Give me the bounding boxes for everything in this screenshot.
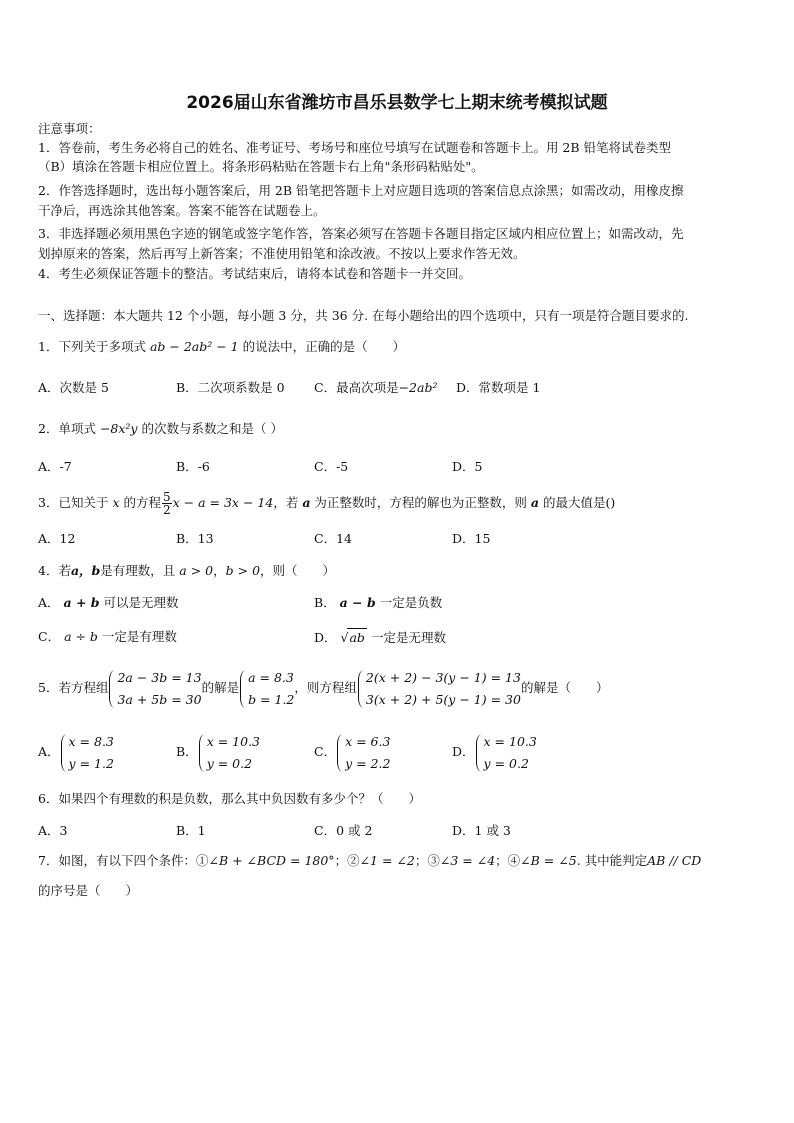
q4-stem-mid: 是有理数，且 [100,563,176,578]
q7-condition-2: ∠1 = ∠2 [359,853,415,868]
q4-vars: a，b [70,563,101,578]
q7-condition-1: ∠B + ∠BCD = 180° [208,853,335,868]
q5-option-d-label: D． [452,744,475,759]
sqrt-icon: √ [340,630,349,645]
q2-stem-pre: 2．单项式 [38,421,96,436]
q5-system-1-row2: 3a + 5b = 30 [117,691,202,707]
q5-system-3-row2: 3(x + 2) + 5(y − 1) = 30 [365,691,521,707]
q4-option-c-expr: a ÷ b [64,629,98,644]
question-7-line2: 的序号是（ ） [38,883,139,898]
q2-option-a[interactable]: A．-7 [38,459,72,474]
q5-option-a[interactable] [38,728,114,776]
q5-stem-mid2: ，则方程组 [294,680,357,695]
q3-var-x: x [112,495,120,510]
q5-option-a-row2: y = 1.2 [68,755,114,771]
q5-system-1 [108,667,201,711]
q7-condition-3: ∠3 = ∠4 [439,853,496,868]
q5-stem-mid1: 的解是 [201,680,240,695]
q4-option-c-text: 一定是有理数 [101,629,177,644]
q7-sep-2: ；③ [414,853,440,868]
question-4: 4．若a，b是有理数，且 a > 0，b > 0，则（ ） [38,563,336,578]
q4-option-d-label: D． [314,630,337,645]
q4-cond-b: b > 0 [225,563,261,578]
q5-system-2-row2: b = 1.2 [248,691,295,707]
q4-option-a[interactable] [38,594,179,612]
q5-system-3-row1: 2(x + 2) − 3(y − 1) = 13 [365,669,521,685]
q2-option-b[interactable]: B．-6 [176,459,210,474]
notice-line: 2．作答选择题时，选出每小题答案后，用 2B 铅笔把答题卡上对应题目选项的答案信息点涂黑；如需改动，用橡皮擦 [38,183,684,198]
q3-expression: x − a = 3x − 14 [172,495,274,510]
q5-option-c-row1: x = 6.3 [345,733,391,749]
q1-option-c[interactable] [314,379,437,397]
question-7 [38,852,701,870]
q7-sep-1: ；② [334,853,360,868]
q3-option-b[interactable]: B．13 [176,531,214,546]
q5-option-d-row2: y = 0.2 [483,755,529,771]
q1-option-d[interactable]: D．常数项是 1 [456,380,541,395]
q1-option-b[interactable]: B．二次项系数是 0 [176,380,285,395]
q4-option-d[interactable] [314,628,446,647]
question-6: 6．如果四个有理数的积是负数，那么其中负因数有多少个？（ ） [38,791,421,806]
q1-option-a[interactable]: A．次数是 5 [38,380,109,395]
q5-option-b-row1: x = 10.3 [206,733,260,749]
q3-stem-pre: 3．已知关于 [38,495,109,510]
q4-option-c-label: C． [38,629,61,644]
q4-option-b-label: B． [314,595,336,610]
q6-option-a[interactable]: A．3 [38,823,68,838]
q5-option-c-row2: y = 2.2 [345,755,391,771]
q7-stem-pre: 7．如图，有以下四个条件：① [38,853,209,868]
page-title: 2026届山东省潍坊市昌乐县数学七上期末统考模拟试题 [186,93,608,113]
q5-option-c-label: C． [314,744,337,759]
q3-option-d[interactable]: D．15 [452,531,491,546]
q5-system-2 [239,667,294,711]
question-3 [38,485,615,521]
q4-option-a-label: A． [38,595,60,610]
q5-system-2-row1: a = 8.3 [248,669,294,685]
notice-line: 4．考生必须保证答题卡的整洁。考试结束后，请将本试卷和答题卡一并交回。 [38,266,471,281]
q4-option-b-expr: a − b [339,595,376,610]
q4-option-b[interactable] [314,594,442,612]
q5-option-d-row1: x = 10.3 [483,733,537,749]
q5-option-b-row2: y = 0.2 [206,755,253,771]
section-heading: 一、选择题：本大题共 12 个小题，每小题 3 分，共 36 分. 在每小题给出的四个选项中，只有一项是符合题目要求的. [38,308,689,323]
notice-line: 划掉原来的答案，然后再写上新答案；不准使用铅笔和涂改液。不按以上要求作答无效。 [38,246,526,261]
q2-option-c[interactable]: C．-5 [314,459,349,474]
q1-stem-pre: 1．下列关于多项式 [38,339,146,354]
notice-line: 1．答卷前，考生务必将自己的姓名、准考证号、考场号和座位号填写在试题卷和答题卡上。用 2B 铅笔将试卷类型 [38,140,672,155]
q5-option-a-row1: x = 8.3 [68,733,114,749]
q7-sep-3: ；④ [495,853,521,868]
question-5 [38,664,608,712]
q6-option-b[interactable]: B．1 [176,823,206,838]
q5-option-c[interactable] [314,728,390,776]
question-2 [38,420,283,438]
q3-stem-post1: ，若 [273,495,299,510]
q5-option-b-system [198,731,260,775]
q4-option-c[interactable] [38,628,177,646]
q7-stem-post: . 其中能判定 [576,853,648,868]
q7-target: AB // CD [647,853,702,868]
q1-expression: ab − 2ab² − 1 [149,339,239,354]
notice-heading: 注意事项： [38,121,101,136]
q3-stem-post2: 为正整数时，方程的解也为正整数，则 [314,495,527,510]
q2-stem-post: 的次数与系数之和是（ ） [141,421,283,436]
q3-fraction-num: 5 [163,490,171,504]
q5-stem-post: 的解是（ ） [520,680,609,695]
q4-option-b-text: 一定是负数 [379,595,443,610]
q3-fraction-den: 2 [163,503,171,517]
q4-option-a-expr: a + b [63,595,100,610]
q4-cond-a: a > 0 [179,563,214,578]
q5-option-b[interactable] [176,728,260,776]
q2-option-d[interactable]: D．5 [452,459,483,474]
q5-option-d-system [475,731,537,775]
q5-option-d[interactable] [452,728,537,776]
q5-option-a-label: A． [38,744,60,759]
q1-option-c-expr: −2ab² [398,380,438,395]
q3-option-c[interactable]: C．14 [314,531,352,546]
q4-option-d-text: 一定是无理数 [370,630,446,645]
question-1 [38,338,405,356]
q5-stem-pre: 5．若方程组 [38,680,109,695]
q3-fraction [162,491,172,516]
q5-option-a-system [60,731,114,775]
q2-expression: −8x²y [99,421,138,436]
q6-option-d[interactable]: D．1 或 3 [452,823,511,838]
q3-stem-mid: 的方程 [123,495,161,510]
q5-system-3 [357,667,521,711]
q1-stem-post: 的说法中，正确的是（ ） [242,339,406,354]
q3-stem-post3: 的最大值是() [543,495,616,510]
q5-option-c-system [336,731,390,775]
q1-option-c-label: C．最高次项是 [314,380,399,395]
notice-line: 干净后，再选涂其他答案。答案不能答在试题卷上。 [38,203,326,218]
q5-option-b-label: B． [176,744,198,759]
notice-line: （B）填涂在答题卡相应位置上。将条形码粘贴在答题卡右上角"条形码粘贴处"。 [38,159,484,174]
q7-condition-4: ∠B = ∠5 [520,853,577,868]
q5-system-1-row1: 2a − 3b = 13 [117,669,202,685]
notice-line: 3．非选择题必须用黑色字迹的钢笔或签字笔作答，答案必须写在答题卡各题目指定区域内相应位置上；如需改动，先 [38,226,684,241]
q6-option-c[interactable]: C．0 或 2 [314,823,373,838]
q4-stem-post: ，则（ ） [260,563,336,578]
q4-option-d-expr: ab [349,630,365,645]
q3-option-a[interactable]: A．12 [38,531,76,546]
q3-var-a: a [302,495,311,510]
q4-option-a-text: 可以是无理数 [103,595,179,610]
q3-var-a-2: a [530,495,540,510]
q4-stem-pre: 4．若 [38,563,71,578]
